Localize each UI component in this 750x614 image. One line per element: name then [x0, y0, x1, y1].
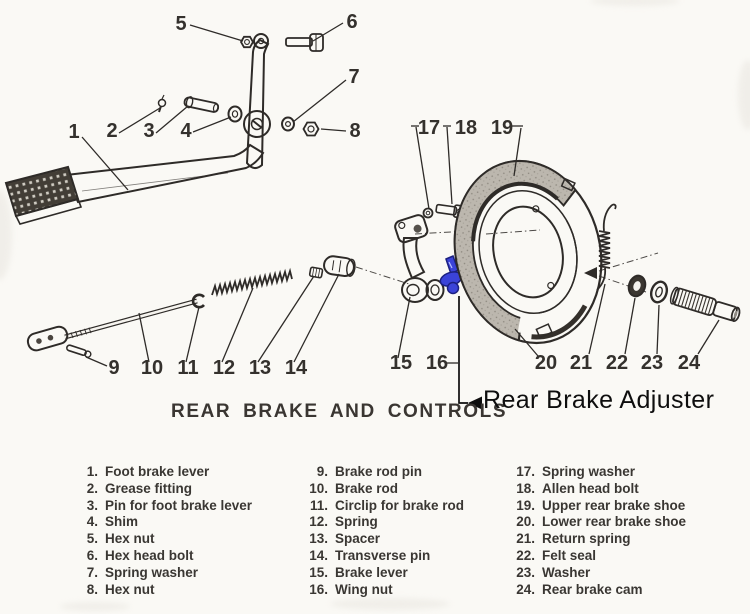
- callout-number-17: 17: [417, 117, 441, 139]
- part-name: Shim: [105, 514, 139, 530]
- callout-number-14: 14: [284, 357, 308, 379]
- lever-hub-barrel: [402, 278, 428, 302]
- callout-number-18: 18: [454, 117, 478, 139]
- part-name: Circlip for brake rod: [335, 497, 465, 513]
- part-name: Brake rod: [335, 480, 399, 496]
- brake-rod-pin: [66, 344, 92, 357]
- part-number: 19.: [516, 497, 535, 513]
- part-name: Grease fitting: [105, 480, 193, 496]
- parts-list-item: [502, 531, 686, 548]
- diagram-title: REAR BRAKE AND CONTROLS: [171, 401, 508, 422]
- rod-clevis: [26, 325, 69, 352]
- parts-list-item: [298, 582, 464, 599]
- part-number: 14.: [309, 547, 328, 563]
- part-name: Brake rod pin: [335, 464, 423, 479]
- part-number: 4.: [86, 514, 98, 530]
- part-number: 9.: [316, 464, 328, 479]
- part-name: Pin for foot brake lever: [105, 497, 253, 513]
- part-number: 3.: [86, 497, 98, 513]
- callout-number-24: 24: [677, 352, 701, 374]
- callout-number-10: 10: [140, 357, 164, 379]
- part-name: Washer: [542, 564, 591, 580]
- parts-list-item: [298, 531, 464, 548]
- hex-nut-5: [241, 37, 253, 47]
- part-name: Spring washer: [105, 564, 199, 580]
- transverse-pin: [323, 255, 356, 277]
- parts-list-item: [502, 582, 686, 599]
- brake-shoes-drawing: [436, 145, 620, 358]
- callout-numbers: [68, 11, 701, 379]
- part-name: Foot brake lever: [105, 464, 210, 479]
- part-name: Felt seal: [542, 547, 597, 563]
- parts-list-item: [502, 498, 686, 515]
- parts-list-item: [72, 565, 252, 582]
- callout-number-12: 12: [212, 357, 236, 379]
- part-name: Spacer: [335, 531, 381, 547]
- callout-number-11: 11: [177, 357, 199, 379]
- parts-list-item: [502, 565, 686, 582]
- part-number: 8.: [86, 581, 98, 597]
- parts-list-column-1: [72, 464, 252, 598]
- parts-list-item: [502, 548, 686, 565]
- leader-lines: [82, 23, 719, 366]
- callout-number-15: 15: [389, 352, 413, 374]
- shim: [229, 107, 242, 122]
- part-number: 18.: [516, 480, 535, 496]
- callout-number-7: 7: [348, 66, 360, 88]
- axis-arrowhead: [584, 267, 597, 279]
- parts-list-item: [72, 464, 252, 481]
- part-name: Brake lever: [335, 564, 408, 580]
- part-number: 23.: [516, 564, 535, 580]
- part-number: 7.: [86, 564, 98, 580]
- callout-number-2: 2: [106, 120, 118, 142]
- part-number: 6.: [86, 547, 98, 563]
- parts-list-item: [298, 514, 464, 531]
- part-number: 16.: [309, 581, 328, 597]
- parts-list-item: [298, 498, 464, 515]
- washer-drawing: [649, 280, 670, 305]
- callout-number-9: 9: [108, 357, 120, 379]
- parts-list-item: [72, 514, 252, 531]
- part-number: 24.: [516, 581, 535, 597]
- part-number: 21.: [516, 531, 535, 547]
- callout-number-22: 22: [605, 352, 629, 374]
- part-number: 17.: [516, 464, 535, 479]
- part-name: Transverse pin: [335, 547, 431, 563]
- parts-list-item: [298, 481, 464, 498]
- parts-list-item: [502, 464, 686, 481]
- parts-list-column-2: [298, 464, 464, 598]
- callout-number-23: 23: [640, 352, 664, 374]
- part-name: Wing nut: [335, 581, 393, 597]
- callout-number-13: 13: [248, 357, 272, 379]
- callout-number-4: 4: [180, 120, 192, 142]
- parts-list-column-3: [502, 464, 686, 598]
- parts-list-item: [72, 481, 252, 498]
- hex-nut-8: [304, 123, 319, 136]
- spacer: [309, 267, 322, 278]
- part-name: Hex head bolt: [105, 547, 194, 563]
- foot-brake-lever-drawing: [6, 34, 323, 224]
- part-name: Rear brake cam: [542, 581, 643, 597]
- part-name: Allen head bolt: [542, 480, 639, 496]
- part-name: Spring washer: [542, 464, 636, 479]
- callout-number-5: 5: [175, 13, 187, 35]
- callout-number-20: 20: [534, 352, 558, 374]
- parts-list-item: [298, 565, 464, 582]
- parts-list-item: [502, 481, 686, 498]
- part-number: 22.: [516, 547, 535, 563]
- grease-fitting: [159, 95, 166, 112]
- parts-list-item: [298, 464, 464, 481]
- part-name: Return spring: [542, 531, 631, 547]
- drum-opening: [484, 199, 572, 305]
- part-number: 13.: [309, 531, 328, 547]
- part-number: 5.: [86, 531, 98, 547]
- part-number: 15.: [309, 564, 328, 580]
- part-number: 1.: [86, 464, 98, 479]
- part-number: 2.: [86, 480, 98, 496]
- callout-number-1: 1: [68, 121, 80, 143]
- part-name: Lower rear brake shoe: [542, 514, 687, 530]
- parts-list-item: [502, 514, 686, 531]
- part-number: 10.: [309, 480, 328, 496]
- callout-number-6: 6: [346, 11, 358, 33]
- parts-list-item: [298, 548, 464, 565]
- callout-number-19: 19: [490, 117, 514, 139]
- callout-number-3: 3: [143, 120, 155, 142]
- spring-washer-7: [282, 118, 294, 131]
- part-number: 20.: [516, 514, 535, 530]
- brake-cam-drawing: [669, 287, 741, 324]
- hex-head-bolt: [286, 34, 323, 51]
- callout-number-8: 8: [349, 120, 361, 142]
- spring-washer-17: [424, 209, 433, 218]
- part-name: Hex nut: [105, 581, 155, 597]
- part-number: 12.: [309, 514, 328, 530]
- adjuster-annotation-label: Rear Brake Adjuster: [483, 386, 715, 414]
- part-name: Hex nut: [105, 531, 155, 547]
- parts-list-item: [72, 498, 252, 515]
- felt-seal-drawing: [626, 274, 648, 299]
- part-name: Spring: [335, 514, 378, 530]
- parts-list-item: [72, 531, 252, 548]
- callout-number-21: 21: [569, 352, 593, 374]
- part-name: Upper rear brake shoe: [542, 497, 686, 513]
- part-number: 11.: [309, 497, 328, 513]
- parts-list-item: [72, 582, 252, 599]
- parts-list-item: [72, 548, 252, 565]
- lever-pin: [184, 96, 220, 114]
- callout-number-16: 16: [425, 352, 449, 374]
